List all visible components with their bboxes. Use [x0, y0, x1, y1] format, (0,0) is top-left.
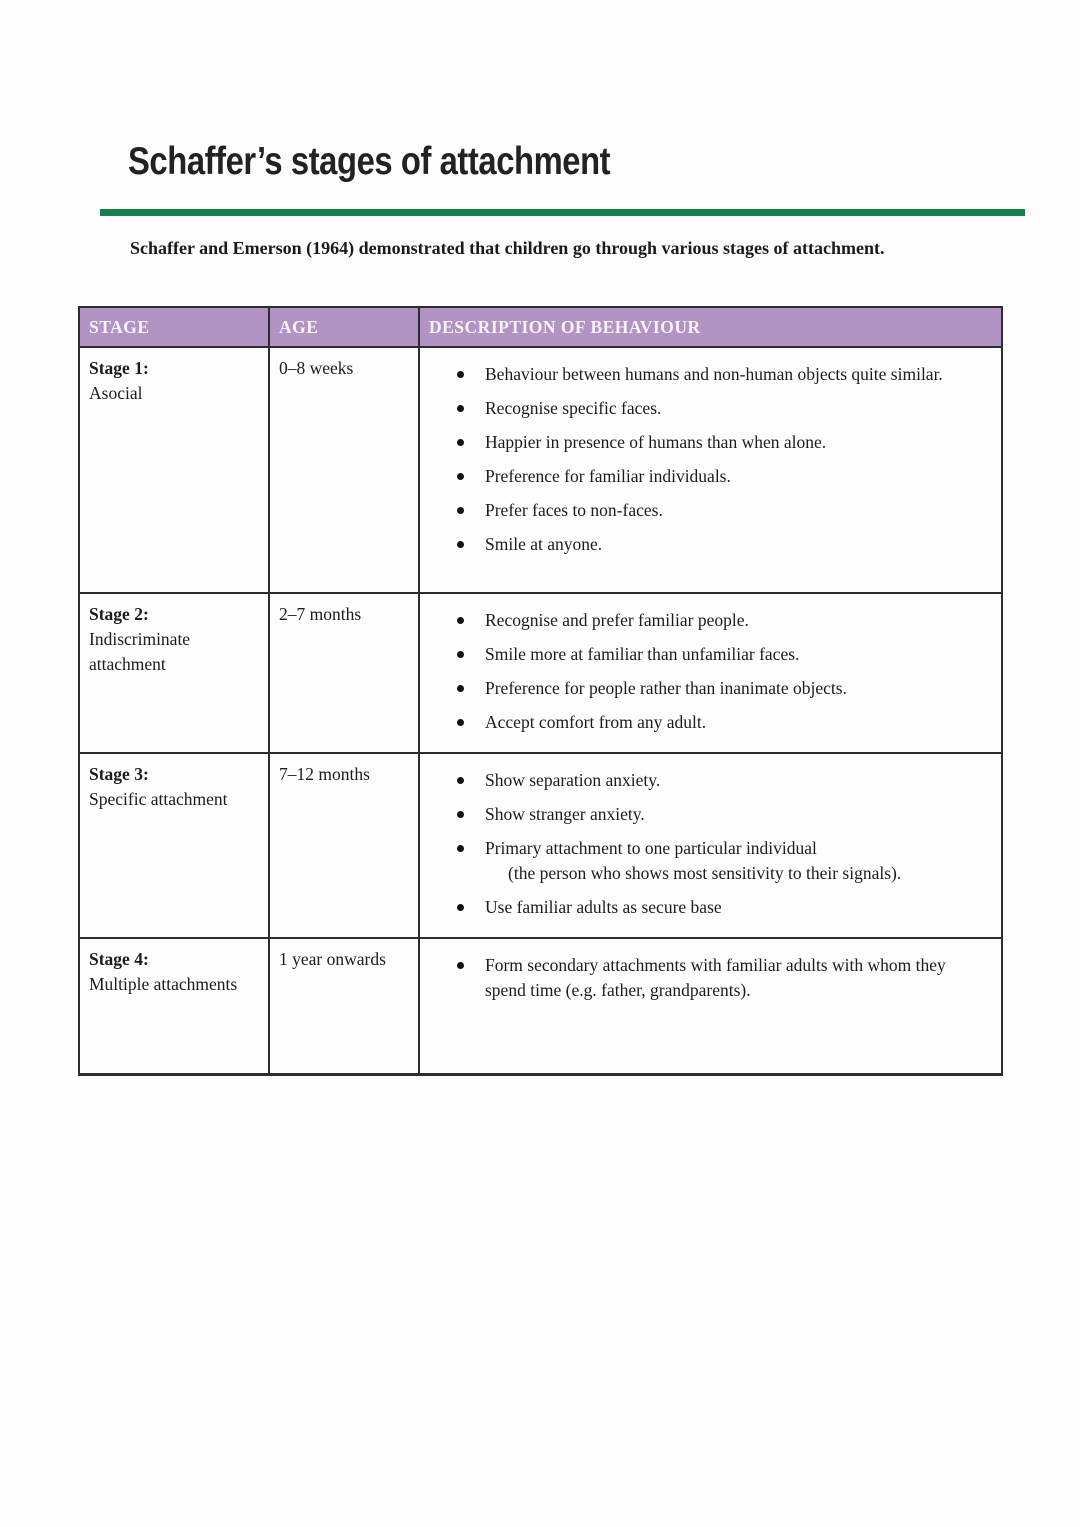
stage-label: Stage 2:: [89, 604, 149, 624]
bullet-text: Smile more at familiar than unfamiliar faces.: [485, 644, 800, 664]
stage-label: Stage 1:: [89, 358, 149, 378]
stage-name: Indiscriminate attachment: [89, 629, 191, 674]
green-divider-rule: [100, 209, 1025, 216]
bullet-item: [420, 430, 971, 455]
bullet-text: Show separation anxiety.: [485, 770, 661, 790]
bullet-item: [420, 362, 971, 387]
bullet-text: Happier in presence of humans than when alone.: [485, 432, 827, 452]
stage-cell: [79, 938, 269, 1074]
page-title: Schaffer’s stages of attachment: [128, 140, 611, 183]
attachment-stages-table: [78, 306, 1003, 1076]
bullet-text: Smile at anyone.: [485, 534, 603, 554]
stage-name: Specific attachment: [89, 789, 228, 809]
description-cell: [419, 347, 1002, 593]
description-cell: [419, 593, 1002, 753]
bullet-item: [420, 768, 971, 793]
bullet-item: [420, 953, 971, 1003]
stage-cell: [79, 753, 269, 938]
bullet-text: Accept comfort from any adult.: [485, 712, 707, 732]
column-header-stage: STAGE: [79, 307, 269, 347]
bullet-text: Preference for people rather than inanimate objects.: [485, 678, 847, 698]
description-cell: [419, 753, 1002, 938]
table-row: [79, 347, 1002, 593]
bullet-item: [420, 608, 971, 633]
bullet-item: [420, 836, 971, 886]
bullet-item: [420, 532, 971, 557]
age-value: 1 year onwards: [279, 949, 386, 969]
age-value: 0–8 weeks: [279, 358, 354, 378]
bullet-text: Primary attachment to one particular individual: [485, 838, 817, 858]
bullet-text: Prefer faces to non-faces.: [485, 500, 663, 520]
table-row: [79, 938, 1002, 1074]
stage-cell: [79, 593, 269, 753]
stage-name: Multiple attachments: [89, 974, 238, 994]
table-body: [79, 347, 1002, 1074]
stage-cell: [79, 347, 269, 593]
behaviour-bullet-list: [420, 608, 971, 735]
bullet-text: Recognise specific faces.: [485, 398, 662, 418]
bullet-item: [420, 676, 971, 701]
bullet-note: (the person who shows most sensitivity to their signals).: [508, 863, 902, 883]
description-cell: [419, 938, 1002, 1074]
stage-name: Asocial: [89, 383, 143, 403]
behaviour-bullet-list: [420, 362, 971, 557]
behaviour-bullet-list: [420, 953, 971, 1003]
age-cell: [269, 938, 419, 1074]
age-cell: [269, 753, 419, 938]
table-row: [79, 593, 1002, 753]
bullet-text: Preference for familiar individuals.: [485, 466, 731, 486]
bullet-text: Show stranger anxiety.: [485, 804, 645, 824]
behaviour-bullet-list: [420, 768, 971, 920]
header-row: [79, 307, 1002, 347]
table-header-row: [79, 307, 1002, 347]
column-header-description: DESCRIPTION OF BEHAVIOUR: [419, 307, 1002, 347]
bullet-item: [420, 895, 971, 920]
bullet-text: Behaviour between humans and non-human objects quite similar.: [485, 364, 943, 384]
bullet-item: [420, 642, 971, 667]
stage-label: Stage 4:: [89, 949, 149, 969]
bullet-item: [420, 802, 971, 827]
bullet-text: Recognise and prefer familiar people.: [485, 610, 749, 630]
stage-label: Stage 3:: [89, 764, 149, 784]
age-value: 2–7 months: [279, 604, 362, 624]
bullet-text: Form secondary attachments with familiar adults with whom they spend time (e.g. father, grandparents).: [485, 955, 946, 1000]
bullet-text: Use familiar adults as secure base: [485, 897, 722, 917]
intro-text: Schaffer and Emerson (1964) demonstrated that children go through various stages of attachment.: [130, 238, 885, 258]
bullet-item: [420, 498, 971, 523]
bullet-item: [420, 464, 971, 489]
bullet-item: [420, 710, 971, 735]
age-value: 7–12 months: [279, 764, 370, 784]
age-cell: [269, 347, 419, 593]
bullet-item: [420, 396, 971, 421]
table-row: [79, 753, 1002, 938]
column-header-age: AGE: [269, 307, 419, 347]
age-cell: [269, 593, 419, 753]
